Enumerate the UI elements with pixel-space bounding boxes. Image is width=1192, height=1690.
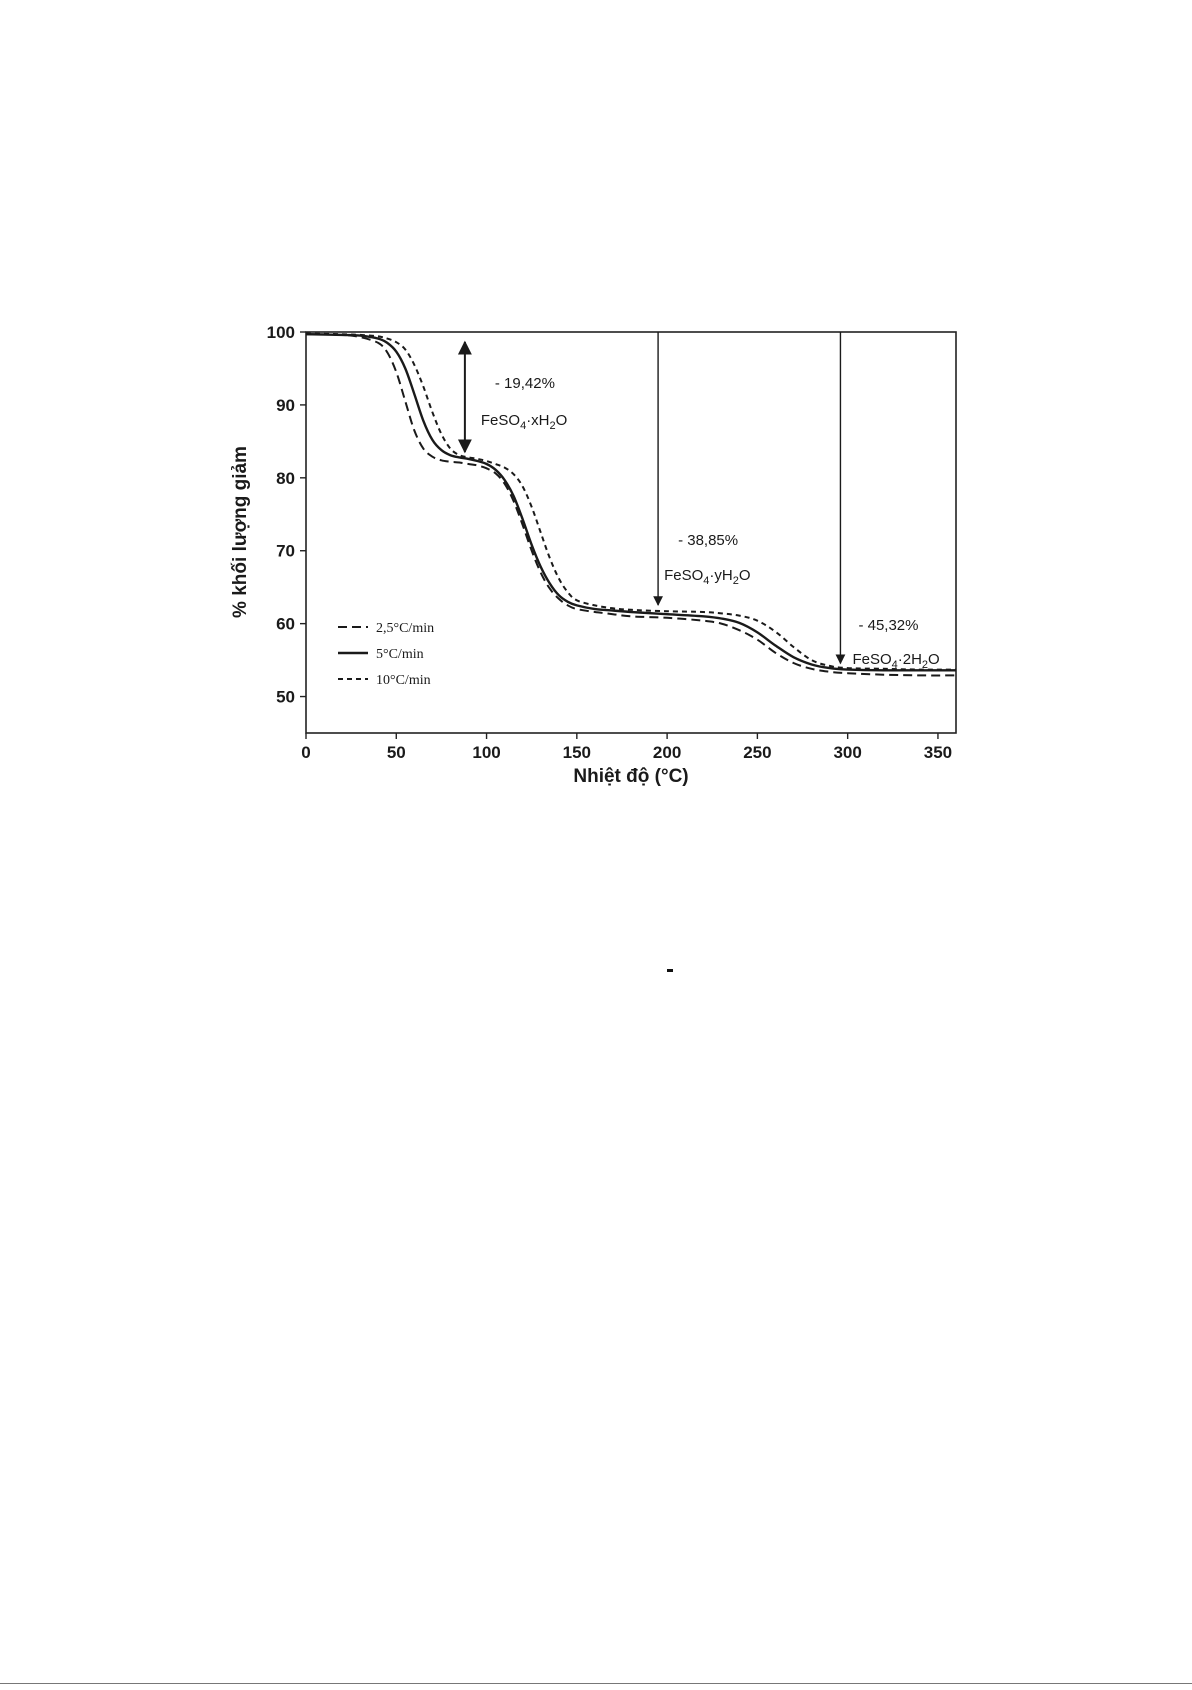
formula-part: O bbox=[928, 651, 940, 668]
annotation-layer bbox=[465, 332, 940, 671]
stray-dash-mark bbox=[667, 969, 673, 972]
formula-part: 2 bbox=[732, 575, 739, 587]
formula-part: FeSO bbox=[852, 651, 892, 668]
x-tick-label: 350 bbox=[923, 743, 953, 762]
x-tick-label: 50 bbox=[386, 743, 406, 762]
legend bbox=[338, 621, 434, 688]
y-tick-label: 80 bbox=[276, 468, 295, 488]
formula-part: ·yH bbox=[709, 567, 733, 584]
y-tick-label: 60 bbox=[276, 614, 295, 634]
formula-part: 2 bbox=[921, 659, 929, 671]
y-axis-label: % khối lượng giảm bbox=[230, 446, 251, 618]
formula-part: ·2H bbox=[897, 651, 922, 668]
annotation-formula-1 bbox=[664, 567, 750, 587]
legend-label-1: 5°C/min bbox=[376, 647, 424, 662]
y-tick-label: 50 bbox=[276, 687, 295, 707]
x-tick-label: 0 bbox=[301, 743, 311, 762]
legend-label-2: 10°C/min bbox=[376, 673, 431, 688]
x-axis-label: Nhiệt độ (°C) bbox=[573, 766, 689, 787]
legend-label-0: 2,5°C/min bbox=[376, 621, 435, 636]
y-tick-label: 70 bbox=[276, 541, 295, 561]
formula-part: O bbox=[555, 412, 568, 429]
x-tick-label: 300 bbox=[833, 743, 862, 762]
y-tick-label: 100 bbox=[266, 323, 295, 342]
formula-part: 4 bbox=[520, 420, 527, 432]
axis-ticks bbox=[267, 323, 953, 762]
y-tick-label: 90 bbox=[276, 395, 295, 415]
annotation-value-1: - 38,85% bbox=[678, 532, 739, 549]
x-tick-label: 200 bbox=[652, 743, 682, 762]
page-bottom-rule bbox=[0, 1683, 1192, 1684]
formula-part: 4 bbox=[891, 659, 898, 671]
formula-part: O bbox=[738, 567, 751, 584]
x-tick-label: 250 bbox=[743, 743, 772, 762]
annotation-formula-0 bbox=[481, 412, 567, 432]
x-tick-label: 100 bbox=[472, 743, 501, 762]
x-tick-label: 150 bbox=[562, 743, 592, 762]
formula-part: 4 bbox=[703, 575, 710, 587]
formula-part: 2 bbox=[549, 420, 556, 432]
formula-part: FeSO bbox=[480, 412, 521, 429]
annotation-value-2: - 45,32% bbox=[858, 617, 919, 634]
formula-part: FeSO bbox=[664, 567, 704, 584]
annotation-value-0: - 19,42% bbox=[494, 375, 555, 392]
formula-part: ·xH bbox=[526, 412, 550, 429]
